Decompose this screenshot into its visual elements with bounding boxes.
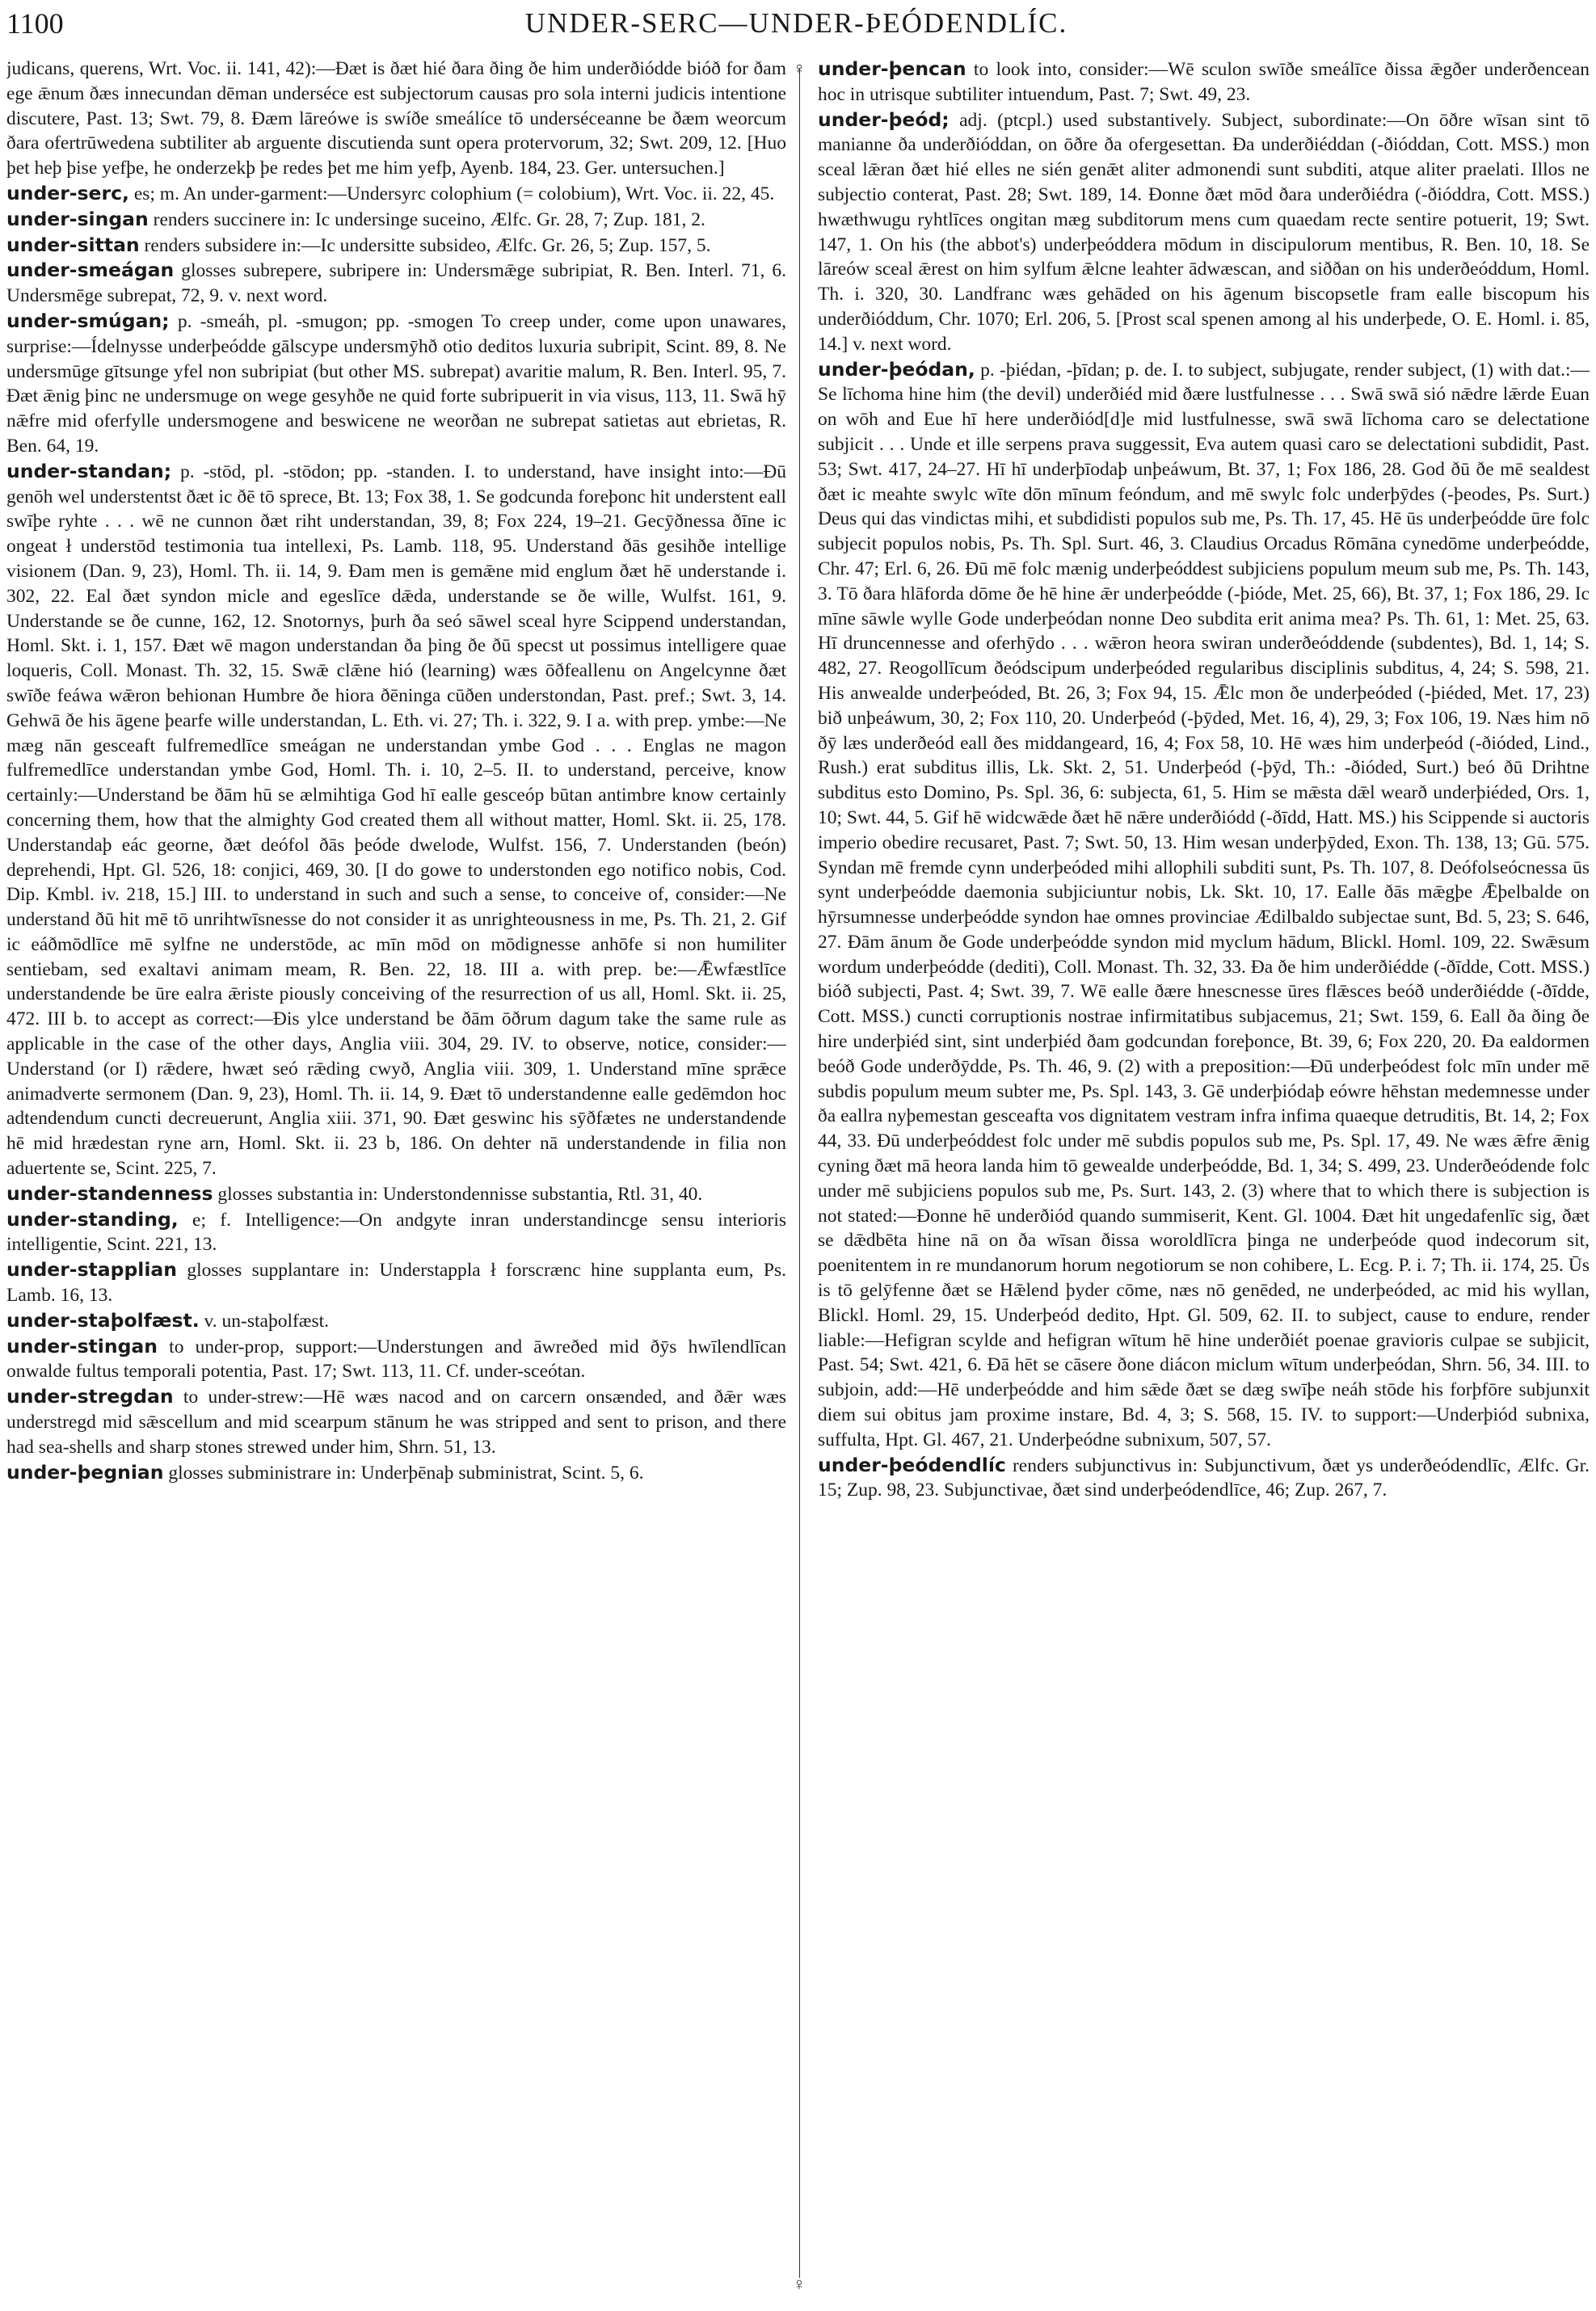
entry-text: glosses subministrare in: Underþēnaþ subministrat, Scint. 5, 6.	[168, 1462, 644, 1484]
entry-headword: under-singan	[6, 207, 149, 230]
entry-headword: under-stingan	[6, 1334, 158, 1358]
dictionary-entry	[6, 1308, 786, 1334]
entry-text: renders subjunctivus in: Subjunctivum, ðæt ys underðeódendlīc, Ælfc. Gr. 15; Zup. 98, 23. Subjunctivae, ðæt sind underþeódendlīce, 46; Zup. 267, 7.	[818, 1454, 1590, 1501]
entry-text: glosses supplantare in: Understappla ł forscrænc hine supplanta eum, Ps. Lamb. 16, 13.	[6, 1260, 786, 1307]
dictionary-entry	[6, 181, 786, 207]
entry-text: p. -stōd, pl. -stōdon; pp. -standen. I. to understand, have insight into:—Ðū genōh wel understentst ðæt ic ðē tō sprece, Bt. 13; Fox 38, 1. Se godcunda foreþonc hit understent eall swīþe ryhte . . . wē ne cunnon ðæt riht understandan, 39, 8; Fox 224, 19–21. Gecȳðnessa ðīne ic ongeat ł understōd testimonia tua intellexi, Ps. Lamb. 118, 95. Understand ðās gesihðe intellige visionem (Dan. 9, 23), Homl. Th. ii. 14, 9. Ðam men is gemǣne mid englum ðæt hē understande i. 302, 22. Eal ðæt syndon micle and egeslīce dǣda, understande se ðe wille, Wulfst. 161, 9. Understande se ðe cunne, 162, 12. Snotornys, þurh ða seó sāwel sceal hyre Scippend understandan, Homl. Skt. i. 1, 157. Ðæt wē magon understandan ða þing ðe ðū specst ut possimus intelligere quae loqueris, Coll. Monast. Th. 32, 15. Swǣ clǣne hió (learning) wæs ōðfeallenu on Angelcynne ðæt swīðe feáwa wǣron behionan Humbre ðe hiora ðēninga cūðen understondan, Past. pref.; Swt. 3, 14. Gehwā ðe his āgene þearfe wille understandan, L. Eth. vi. 27; Th. i. 322, 9. I a. with prep. ymbe:—Ne mæg nān gesceaft fulfremedlīce smeágan ne understandan ymbe God . . . Englas ne magon fulfremedlīce understandan ymbe God, Homl. Th. i. 10, 2–5. II. to understand, perceive, know certainly:—Understand be ðām hū se ælmihtiga God hī ealle gesceóp būtan antimbre know certainly concerning them, how that the almighty God created them all without matter, Homl. Skt. ii. 25, 178. Understandaþ eác georne, ðæt deófol ðās þeóde dwelode, Wulfst. 156, 7. Understanden (beón) deprehendi, Hpt. Gl. 526, 18: conjici, 469, 30. [I do gowe to understonden ego notifico nobis, Cod. Dip. Kmbl. iv. 218, 15.] III. to understand in such and such a sense, to conceive of, consider:—Ne understand ðū hit mē tō unrihtwīsnesse do not consider it as unrighteousness in me, Ps. Th. 21, 2. Gif ic eáðmōdlīce mē sylfne ne understōde, ac mīn mōd on mōdignesse anhōfe si non humiliter sentiebam, sed exaltavi animam meam, R. Ben. 22, 18. III a. with prep. be:—Ǣwfæstlīce understandende be ūre ealra ǣriste piously conceiving of the resurrection of us all, Homl. Skt. ii. 25, 472. III b. to accept as correct:—Ðis ylce understand be ðām ōðrum dagum take the same rule as applicable in the case of the other days, Anglia viii. 304, 29. IV. to observe, notice, consider:—Understand (or I) rǣdere, hwæt seó rǣding cwyð, Anglia viii. 309, 1. Understand mīne sprǣce animadverte sermonem (Dan. 9, 23), Homl. Th. ii. 14, 9. Ðæt tō understandenne ealle gedēmdon hoc adtendendum cuncti decreuerunt, Anglia xiii. 371, 90. Ðæt geswinc his sȳðfætes ne understandende hē mid hrædestan ryne arn, Homl. Skt. ii. 23 b, 186. On dehter nā understandende in filia non aduertente se, Scint. 225, 7.	[6, 461, 786, 1180]
entry-headword: under-sittan	[6, 233, 140, 256]
entry-headword: under-þeódendlíc	[818, 1453, 1006, 1476]
right-column	[818, 57, 1590, 2295]
entry-text: to look into, consider:—Wē sculon swīðe smeálīce ðissa ǣgðer underðencean hoc in utrisque subtiliter intuendum, Past. 7; Swt. 49, 23.	[818, 59, 1590, 105]
entry-headword: under-standan;	[6, 459, 172, 482]
divider-ornament-top: ♀	[792, 58, 806, 78]
dictionary-entry	[6, 233, 786, 259]
entry-headword: under-standenness	[6, 1181, 213, 1205]
page-header	[6, 5, 1586, 47]
dictionary-entry	[6, 57, 786, 181]
entry-headword: under-þegnian	[6, 1460, 164, 1484]
entry-text: es; m. An under-garment:—Undersyrc colophium (= colobium), Wrt. Voc. ii. 22, 45.	[133, 183, 775, 204]
entry-text: v. un-staþolfæst.	[204, 1310, 330, 1332]
page-number: 1100	[6, 7, 64, 40]
entry-text: renders succinere in: Ic undersinge suceino, Ælfc. Gr. 28, 7; Zup. 181, 2.	[153, 208, 705, 230]
dictionary-entry	[6, 1460, 786, 1486]
dictionary-entry	[6, 1334, 786, 1385]
entry-headword: under-þeód;	[818, 107, 950, 131]
entry-text: judicans, querens, Wrt. Voc. ii. 141, 42):—Ðæt is ðæt hié ðara ðing ðe him underðiódde bióð for ðam ege ǣnum ðæs innecundan dēman underséce est subjectorum causas pro sola interni judicis intentione discutere, Past. 13; Swt. 79, 8. Ðæm lāreówe is swíðe smeálíce tō underséceanne be ðæm weorcum ðara ofertrūwedena subtiliter ab arguente discutienda sunt opera protervorum, 32; Swt. 209, 12. [Huo þet heþ þise yefþe, he onderzekþ þe redes þet me him yefþ, Ayenb. 184, 23. Ger. untersuchen.]	[6, 58, 786, 179]
column-divider	[799, 68, 800, 2278]
dictionary-entry	[818, 357, 1590, 1453]
entry-headword: under-þencan	[818, 57, 966, 80]
entry-text: to under-strew:—Hē wæs nacod and on carcern onsænded, and ðǣr wæs understregd mid sǣscellum and mid scearpum stānum he was stripped and sent to prison, and there had sea-shells and sharp stones strewed under him, Shrn. 51, 13.	[6, 1387, 786, 1458]
entry-headword: under-smúgan;	[6, 309, 170, 332]
dictionary-entry	[6, 1257, 786, 1308]
entry-text: renders subsidere in:—Ic undersitte subsideo, Ælfc. Gr. 26, 5; Zup. 157, 5.	[144, 234, 711, 256]
entry-text: glosses subrepere, subripere in: Undersmǣge subripiat, R. Ben. Interl. 71, 6. Undersmēge subrepat, 72, 9. v. next word.	[6, 260, 786, 307]
dictionary-entry	[6, 1181, 786, 1207]
entry-headword: under-standing,	[6, 1207, 179, 1231]
dictionary-entry	[6, 258, 786, 309]
entry-text: glosses substantia in: Understondennisse substantia, Rtl. 31, 40.	[217, 1183, 703, 1205]
entry-headword: under-þeódan,	[818, 357, 975, 381]
divider-ornament-bottom: ♀	[792, 2274, 806, 2294]
running-head: UNDER-SERC—UNDER-ÞEÓDENDLÍC.	[524, 7, 1068, 39]
entry-headword: under-serc,	[6, 181, 129, 204]
entry-headword: under-staþolfæst.	[6, 1308, 200, 1332]
entry-headword: under-stregdan	[6, 1385, 174, 1408]
dictionary-entry	[6, 207, 786, 233]
dictionary-entry	[818, 1453, 1590, 1504]
dictionary-entry	[6, 1384, 786, 1459]
entry-text: adj. (ptcpl.) used substantively. Subject, subordinate:—On ōðre wīsan sint tō manianne ða underðióddan, on ōðre ða ofergesettan. Ða underðiéddan (-ðióddan, Cott. MSS.) mon sceal lǣran ðæt hié elles ne sién genǣt aliter admonendi sunt subditi, atque aliter praelati. Illos ne subjectio conterat, Past. 28; Swt. 189, 14. Ðonne ðæt mōd ðara underðiédra (-ðióddra, Cott. MSS.) hwæthwugu ryhtlīces ongitan mæg subditorum mens cum quaedam recte sentire potuerit, 19; Swt. 147, 1. On his (the abbot's) underþeóddera mōdum in discipulorum mentibus, R. Ben. 10, 18. Se lāreów sceal ǣrest on him sylfum ǣlcne leahter ādwæscan, and siððan on his underðeóddum, Homl. Th. i. 320, 30. Landfranc wæs gehāded on his āgenum biscopsetle fram ealle biscopum his underðióddum, Chr. 1070; Erl. 206, 5. [Prost scal spenen among al his underþede, O. E. Homl. i. 85, 14.] v. next word.	[818, 109, 1590, 355]
entry-headword: under-stapplian	[6, 1258, 177, 1282]
dictionary-entry	[818, 57, 1590, 107]
entry-text: e; f. Intelligence:—On andgyte inran understandincge sensu interioris intelligentie, Scint. 221, 13.	[6, 1209, 786, 1256]
entry-text: p. -þiédan, -þīdan; p. de. I. to subject, subjugate, render subject, (1) with dat.:—Se līchoma hine him (the devil) underðiéd mid ðære lustfulnesse . . . Swā swā sió nǣdre lǣrde Euan on wōh and Eue hī here underðiód[d]e mid lustfulnesse, swā swā līchoma caro se delectatione subjicit . . . Unde et ille serpens prava suggessit, Eva autem quasi caro se delectationi subdidit, Past. 53; Swt. 417, 24–27. Hī hī underþīodaþ unþeáwum, Bt. 37, 1; Fox 186, 28. God ðū ðe mē sealdest ðæt ic meahte swylc wīte dōn mīnum feóndum, and mē swylc folc underþȳdes (-þeodes, Ps. Surt.) Deus qui das vindictas mihi, et subdidisti populos sub me, Ps. Th. 17, 45. Hē ūs underþeódde ūre folc subjecit populos nobis, Ps. Th. Spl. Surt. 46, 3. Claudius Orcadus Rōmāna cynedōme underþeódde, Chr. 47; Erl. 6, 26. Ðū mē folc mænig underþeóddest subjiciens populum meum sub me, Ps. Th. 143, 3. Tō ðara hlāforda dōme ðe hē hine ǣr underþeódde (-þióde, Met. 25, 66), Bt. 37, 1; Fox 186, 29. Ic mīne sāwle wylle Gode underþeódan nonne Deo subdita erit anima mea? Ps. Th. 61, 1: Met. 25, 63. Hī druncennesse and oferhȳdo . . . wǣron heora swiran underðeóddende (subdentes), Bd. 1, 14; S. 482, 27. Reogollīcum ðeódscipum underþeóded regularibus disciplinis subditus, 4, 24; S. 598, 21. His anwealde underþeóded, Bt. 26, 3; Fox 94, 15. Ǣlc mon ðe underþeóded (-þiéded, Met. 17, 23) bið unþeáwum, 30, 2; Fox 110, 20. Underþeód (-þȳded, Met. 16, 4), 29, 3; Fox 106, 19. Næs him nō ðȳ læs underðeód eall ðes middangeard, 16, 4; Fox 58, 10. Hē wæs him underþeód (-ðióded, Lind., Rush.) erat subditus illis, Lk. Skt. 2, 51. Underþeód (-þȳd, Th.: -ðióded, Surt.) beó ðū Drihtne subditus esto Domino, Ps. Spl. 36, 6: subjecta, 61, 5. Him se mǣsta dǣl wearð underþiéded, Ors. 1, 10; Swt. 44, 5. Gif hē widcwǣde ðæt hē nǣre underðiódd (-ðīdd, Hatt. MS.) his Scippende si auctoris imperio obedire recusaret, Past. 7; Swt. 50, 13. Him wesan underþȳded, Exon. Th. 138, 13; Gū. 575. Syndan mē fremde cynn underþeóded mihi allophili subditi sunt, Ps. Th. 107, 8. Deófolseócnessa ūs synt underþeódde daemonia subjiciuntur nobis, Lk. Skt. 10, 17. Ealle ðās mǣgþe Ǣþelbalde on hȳrsumnesse underþeódde syndon hae omnes provinciae Ædilbaldo subjectae sunt, Bd. 5, 23; S. 646, 27. Ðām ānum ðe Gode underþeódde syndon mid myclum hādum, Blickl. Homl. 109, 22. Swǣsum wordum underþeódde (dediti), Coll. Monast. Th. 32, 33. Ða ðe him underðiédde (-ðīdde, Cott. MSS.) bióð subjecti, Past. 4; Swt. 39, 7. Wē ealle ðære hnescnesse ūres flǣsces beóð underðiédde (-ðīdde, Cott. MSS.) cuncti corruptionis nostrae infirmitatibus subjacemus, 21; Swt. 159, 6. Eall ða ðing ðe hire underþiéd sint, sint underþiéd ðam godcundan foreþonce, Bt. 39, 6; Fox 220, 20. Ða ealdormen beóð Gode underðȳdde, Ps. Th. 46, 9. (2) with a preposition:—Ðū underþeódest folc mīn under mē subdis populum meum subter me, Ps. Spl. 143, 3. Gē underþiódaþ eówre hēhstan medemnesse under ða eallra nyþemestan gesceafta vos dignitatem vestram infra infima quaeque detruditis, Bt. 14, 2; Fox 44, 33. Ðū underþeóddest folc under mē subdis populos sub me, Ps. Spl. 17, 49. Ne wæs ǣfre ǣnig cyning ðæt mā heora landa him tō gewealde underþeódde, Bd. 1, 34; S. 499, 23. Underðeódende folc under mē subjiciens populos sub me, Ps. Surt. 143, 2. (3) where that to which there is subjection is not stated:—Ðonne hē underðiód quando summiserit, Kent. Gl. 1004. Ðæt hit ungedafenlīc sig, ðæt se dǣdbēta hine nā on ða wīsan ðissa woroldlīcra þinga ne underþeóde quod indecorum sit, poenitentem in re mundanorum horum negotiorum se non cohibere, L. Ecg. P. i. 7; Th. ii. 174, 25. Ūs is tō gelȳfenne ðæt se Hǣlend þyder cōme, næs nō genēded, ne underþeóded, ac mid his wyllan, Blickl. Homl. 29, 15. Underþeód dedito, Hpt. Gl. 509, 62. II. to subject, cause to endure, render liable:—Hefigran scylde and hefigran wītum hē hine underðiét poenae gravioris culpae se subjicit, Past. 54; Swt. 421, 6. Ðā hēt se cāsere ðone diácon miclum wītum underþeódan, Shrn. 56, 34. III. to subjoin, add:—Hē underþeódde and him sǣde ðæt se dæg swīþe neáh stōde his forþfōre subjunxit diem sui obitus jam proxime instare, Bd. 4, 3; S. 568, 15. IV. to support:—Underþiód subnixa, suffulta, Hpt. Gl. 467, 21. Underþeódne subnixum, 507, 57.	[818, 359, 1590, 1450]
dictionary-entry	[818, 107, 1590, 357]
dictionary-entry	[6, 459, 786, 1181]
dictionary-entry	[6, 1207, 786, 1258]
entry-headword: under-smeágan	[6, 259, 175, 282]
left-column	[6, 57, 786, 2295]
entry-text: p. -smeáh, pl. -smugon; pp. -smogen To creep under, come upon unawares, surprise:—Ídelnysse underþeódde gālscype undersmȳhð otio deditos luxuria subripit, Scint. 89, 8. Ne undersmūge gītsunge yfel non subripiat (but other MS. subrepat) avaritie malum, R. Ben. Interl. 95, 7. Ðæt ǣnig þinc ne undersmuge on wege gesyhðe ne quid forte subripuerit in via visus, 113, 11. Swā hȳ nǣfre mid oferfylle undersmogene and beswicene ne weorðan ne subrepat satietas aut ebrietas, R. Ben. 64, 19.	[6, 310, 786, 457]
entry-text: to under-prop, support:—Understungen and āwreðed mid ðȳs hwīlendlīcan onwalde fultus temporali potentia, Past. 17; Swt. 113, 11. Cf. under-sceótan.	[6, 1336, 786, 1383]
dictionary-entry	[6, 309, 786, 459]
